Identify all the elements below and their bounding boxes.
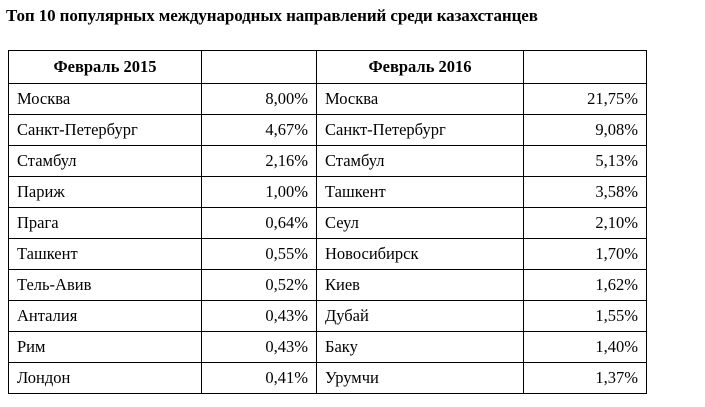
cell-city-2016: Ташкент [317, 177, 524, 208]
cell-value-2015: 0,55% [202, 239, 317, 270]
cell-value-2016: 1,62% [524, 270, 647, 301]
cell-value-2015: 0,64% [202, 208, 317, 239]
cell-city-2016: Сеул [317, 208, 524, 239]
cell-city-2016: Баку [317, 332, 524, 363]
cell-city-2015: Тель-Авив [9, 270, 202, 301]
cell-value-2015: 2,16% [202, 146, 317, 177]
table-body [9, 51, 647, 394]
table-row [9, 84, 647, 115]
cell-city-2015: Анталия [9, 301, 202, 332]
header-right-period: Февраль 2016 [317, 51, 524, 84]
cell-city-2015: Ташкент [9, 239, 202, 270]
table-row [9, 363, 647, 394]
cell-city-2016: Санкт-Петербург [317, 115, 524, 146]
table-row [9, 208, 647, 239]
cell-value-2016: 1,37% [524, 363, 647, 394]
cell-value-2015: 8,00% [202, 84, 317, 115]
cell-city-2015: Лондон [9, 363, 202, 394]
table-row [9, 332, 647, 363]
cell-value-2016: 21,75% [524, 84, 647, 115]
header-left-period: Февраль 2015 [9, 51, 202, 84]
cell-city-2016: Стамбул [317, 146, 524, 177]
cell-city-2015: Прага [9, 208, 202, 239]
cell-city-2015: Стамбул [9, 146, 202, 177]
cell-city-2015: Париж [9, 177, 202, 208]
page-title: Топ 10 популярных международных направлений среди казахстанцев [6, 6, 538, 25]
cell-value-2016: 3,58% [524, 177, 647, 208]
cell-city-2015: Рим [9, 332, 202, 363]
table-row [9, 115, 647, 146]
cell-value-2015: 4,67% [202, 115, 317, 146]
cell-value-2015: 0,41% [202, 363, 317, 394]
table-row [9, 270, 647, 301]
cell-value-2015: 1,00% [202, 177, 317, 208]
cell-city-2016: Москва [317, 84, 524, 115]
table-row [9, 146, 647, 177]
cell-value-2016: 2,10% [524, 208, 647, 239]
cell-city-2016: Урумчи [317, 363, 524, 394]
table-row [9, 177, 647, 208]
cell-city-2016: Дубай [317, 301, 524, 332]
destinations-table-wrapper [8, 50, 638, 394]
cell-value-2016: 9,08% [524, 115, 647, 146]
cell-value-2016: 5,13% [524, 146, 647, 177]
header-left-value [202, 51, 317, 84]
destinations-table [8, 50, 647, 394]
cell-value-2015: 0,52% [202, 270, 317, 301]
table-row [9, 239, 647, 270]
cell-city-2016: Новосибирск [317, 239, 524, 270]
cell-value-2016: 1,55% [524, 301, 647, 332]
cell-value-2016: 1,40% [524, 332, 647, 363]
cell-city-2016: Киев [317, 270, 524, 301]
cell-value-2015: 0,43% [202, 332, 317, 363]
cell-value-2016: 1,70% [524, 239, 647, 270]
header-right-value [524, 51, 647, 84]
table-header-row [9, 51, 647, 84]
cell-value-2015: 0,43% [202, 301, 317, 332]
cell-city-2015: Санкт-Петербург [9, 115, 202, 146]
table-row [9, 301, 647, 332]
cell-city-2015: Москва [9, 84, 202, 115]
